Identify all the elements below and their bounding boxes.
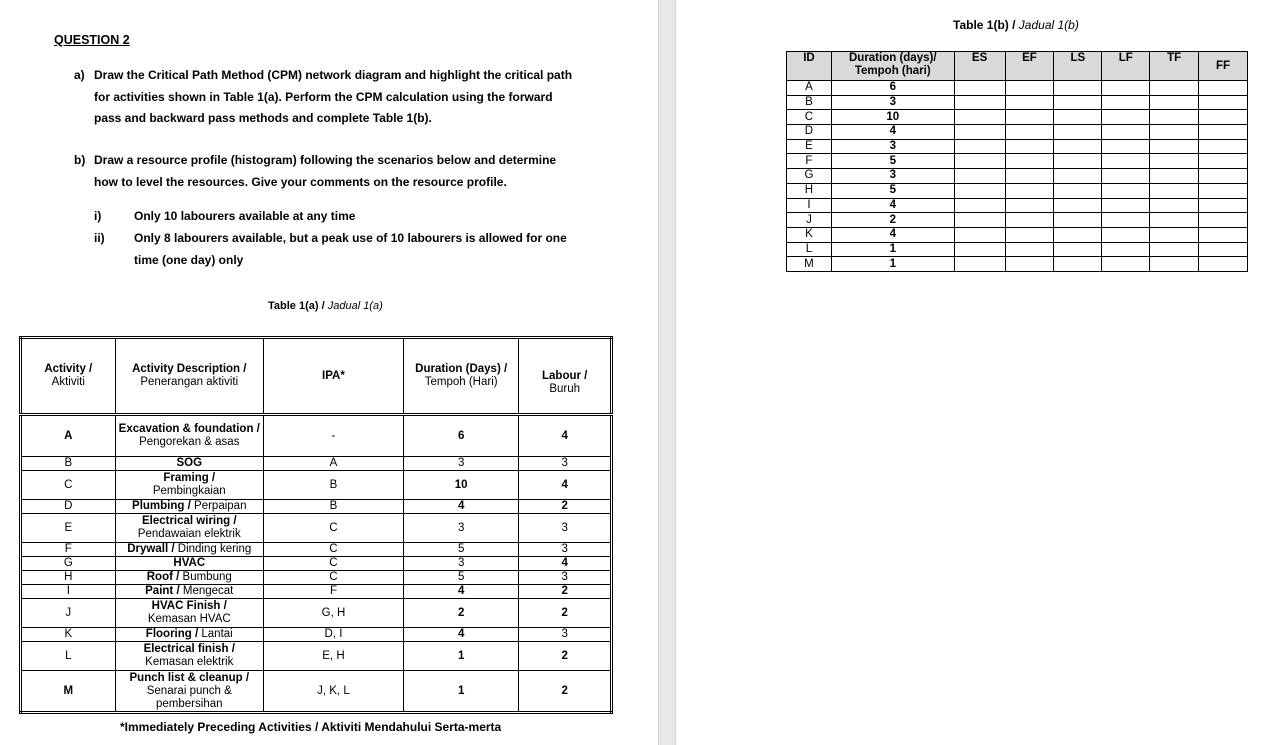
cpm-cell-ff[interactable] [1199, 227, 1248, 242]
cpm-row-duration: 1 [831, 242, 954, 257]
activity-id: B [21, 457, 116, 471]
table-row [21, 599, 612, 628]
cpm-cell-ls[interactable] [1054, 154, 1102, 169]
activity-duration: 4 [403, 628, 518, 642]
activity-labour: 2 [519, 642, 612, 671]
cpm-cell-lf[interactable] [1102, 95, 1150, 110]
cpm-cell-es[interactable] [954, 213, 1005, 228]
table-row [787, 242, 1248, 257]
cpm-cell-ef[interactable] [1005, 95, 1054, 110]
activity-duration: 6 [403, 415, 518, 457]
cpm-row-id: B [787, 95, 832, 110]
cpm-cell-es[interactable] [954, 125, 1005, 140]
header-tf: TF [1150, 52, 1199, 81]
activity-description: SOG [115, 457, 263, 471]
cpm-cell-tf[interactable] [1150, 95, 1199, 110]
activity-id: D [21, 500, 116, 514]
cpm-cell-ff[interactable] [1199, 125, 1248, 140]
header-lf: LF [1102, 52, 1150, 81]
cpm-cell-ls[interactable] [1054, 81, 1102, 96]
table-row [21, 628, 612, 642]
activity-labour: 3 [519, 571, 612, 585]
cpm-cell-ls[interactable] [1054, 183, 1102, 198]
table-row [787, 213, 1248, 228]
activity-id: E [21, 514, 116, 543]
activity-ipa: C [263, 557, 403, 571]
header-ef: EF [1005, 52, 1054, 81]
cpm-cell-es[interactable] [954, 183, 1005, 198]
header-description: Activity Description / Penerangan aktiviti [115, 338, 263, 415]
page-gutter [658, 0, 676, 745]
activity-labour: 3 [519, 514, 612, 543]
cpm-cell-ff[interactable] [1199, 139, 1248, 154]
cpm-cell-tf[interactable] [1150, 110, 1199, 125]
table-row [21, 571, 612, 585]
cpm-cell-ff[interactable] [1199, 95, 1248, 110]
cpm-row-duration: 2 [831, 213, 954, 228]
activity-description: Roof / Bumbung [115, 571, 263, 585]
cpm-row-duration: 5 [831, 183, 954, 198]
activity-duration: 1 [403, 642, 518, 671]
activity-duration: 3 [403, 557, 518, 571]
activity-id: A [21, 415, 116, 457]
cpm-cell-es[interactable] [954, 139, 1005, 154]
cpm-row-duration: 6 [831, 81, 954, 96]
activity-description: HVAC [115, 557, 263, 571]
table-row [21, 671, 612, 713]
table-row [21, 471, 612, 500]
cpm-row-duration: 4 [831, 198, 954, 213]
cpm-cell-ef[interactable] [1005, 183, 1054, 198]
activity-id: H [21, 571, 116, 585]
cpm-cell-es[interactable] [954, 110, 1005, 125]
cpm-cell-tf[interactable] [1150, 257, 1199, 272]
cpm-row-id: J [787, 213, 832, 228]
activity-labour: 2 [519, 671, 612, 713]
cpm-cell-ef[interactable] [1005, 139, 1054, 154]
header-ls: LS [1054, 52, 1102, 81]
activity-id: M [21, 671, 116, 713]
table-row [21, 557, 612, 571]
cpm-cell-lf[interactable] [1102, 227, 1150, 242]
activity-duration: 3 [403, 457, 518, 471]
cpm-cell-es[interactable] [954, 227, 1005, 242]
activity-ipa: C [263, 514, 403, 543]
header-labour: Labour / Buruh [519, 338, 612, 415]
activity-id: G [21, 557, 116, 571]
cpm-cell-ef[interactable] [1005, 81, 1054, 96]
table-row [787, 139, 1248, 154]
cpm-cell-ef[interactable] [1005, 227, 1054, 242]
cpm-cell-es[interactable] [954, 257, 1005, 272]
activity-description: Plumbing / Perpaipan [115, 500, 263, 514]
table-b-caption [953, 18, 1079, 32]
activity-description: Electrical wiring / Pendawaian elektrik [115, 514, 263, 543]
cpm-row-id: M [787, 257, 832, 272]
header-duration: Duration (days)/ Tempoh (hari) [831, 52, 954, 81]
activity-ipa: E, H [263, 642, 403, 671]
cpm-cell-ff[interactable] [1199, 213, 1248, 228]
activity-duration: 10 [403, 471, 518, 500]
table-row [21, 514, 612, 543]
cpm-row-id: D [787, 125, 832, 140]
table-b-caption-bold: Table 1(b) / [953, 18, 1016, 32]
cpm-row-id: K [787, 227, 832, 242]
activity-labour: 3 [519, 628, 612, 642]
cpm-cell-ls[interactable] [1054, 139, 1102, 154]
table-row [787, 227, 1248, 242]
activity-description: Punch list & cleanup / Senarai punch & pembersihan [115, 671, 263, 713]
cpm-cell-ef[interactable] [1005, 257, 1054, 272]
cpm-cell-es[interactable] [954, 198, 1005, 213]
table-row [787, 110, 1248, 125]
activity-ipa: B [263, 500, 403, 514]
table-row [21, 415, 612, 457]
scenario-ii [94, 228, 634, 271]
cpm-cell-ff[interactable] [1199, 154, 1248, 169]
table-a-caption-bold: Table 1(a) / [268, 300, 325, 312]
activity-id: F [21, 543, 116, 557]
cpm-cell-ff[interactable] [1199, 198, 1248, 213]
cpm-cell-tf[interactable] [1150, 169, 1199, 184]
activity-id: I [21, 585, 116, 599]
cpm-cell-tf[interactable] [1150, 139, 1199, 154]
activity-description: Flooring / Lantai [115, 628, 263, 642]
cpm-cell-ff[interactable] [1199, 183, 1248, 198]
part-a-line: for activities shown in Table 1(a). Perform the CPM calculation using the forward [94, 89, 553, 104]
cpm-cell-ef[interactable] [1005, 125, 1054, 140]
cpm-cell-tf[interactable] [1150, 242, 1199, 257]
activity-duration: 3 [403, 514, 518, 543]
header-activity: Activity / Aktiviti [21, 338, 116, 415]
cpm-row-id: A [787, 81, 832, 96]
cpm-cell-ls[interactable] [1054, 198, 1102, 213]
activity-description: Drywall / Dinding kering [115, 543, 263, 557]
cpm-cell-tf[interactable] [1150, 154, 1199, 169]
part-b [74, 150, 634, 193]
cpm-cell-es[interactable] [954, 154, 1005, 169]
cpm-row-duration: 3 [831, 139, 954, 154]
activity-duration: 2 [403, 599, 518, 628]
table-row [787, 95, 1248, 110]
cpm-cell-ef[interactable] [1005, 110, 1054, 125]
cpm-table-body [787, 81, 1248, 272]
cpm-cell-ls[interactable] [1054, 257, 1102, 272]
cpm-row-id: C [787, 110, 832, 125]
activity-labour: 2 [519, 599, 612, 628]
cpm-cell-tf[interactable] [1150, 183, 1199, 198]
activity-labour: 4 [519, 471, 612, 500]
activity-labour: 2 [519, 585, 612, 599]
activity-description: HVAC Finish / Kemasan HVAC [115, 599, 263, 628]
part-b-label: b) [74, 153, 86, 167]
table-row [787, 198, 1248, 213]
activity-duration: 5 [403, 543, 518, 557]
cpm-cell-ls[interactable] [1054, 110, 1102, 125]
header-duration: Duration (Days) / Tempoh (Hari) [403, 338, 518, 415]
activity-ipa: B [263, 471, 403, 500]
activity-ipa: J, K, L [263, 671, 403, 713]
part-b-line: Draw a resource profile (histogram) following the scenarios below and determine [94, 153, 557, 167]
activity-labour: 3 [519, 543, 612, 557]
cpm-row-id: E [787, 139, 832, 154]
cpm-cell-ff[interactable] [1199, 169, 1248, 184]
cpm-cell-ls[interactable] [1054, 125, 1102, 140]
cpm-row-id: L [787, 242, 832, 257]
activity-labour: 3 [519, 457, 612, 471]
activity-description: Framing / Pembingkaian [115, 471, 263, 500]
cpm-cell-ff[interactable] [1199, 242, 1248, 257]
cpm-cell-lf[interactable] [1102, 139, 1150, 154]
cpm-cell-es[interactable] [954, 169, 1005, 184]
activity-duration: 1 [403, 671, 518, 713]
cpm-cell-ef[interactable] [1005, 242, 1054, 257]
cpm-cell-tf[interactable] [1150, 213, 1199, 228]
activity-duration: 5 [403, 571, 518, 585]
scenario-i-num: i) [94, 209, 102, 223]
table-row [21, 585, 612, 599]
cpm-cell-lf[interactable] [1102, 154, 1150, 169]
part-a-line: Draw the Critical Path Method (CPM) network diagram and highlight the critical path [94, 68, 573, 82]
cpm-row-id: I [787, 198, 832, 213]
activity-duration: 4 [403, 585, 518, 599]
activity-description: Excavation & foundation / Pengorekan & asas [115, 415, 263, 457]
scenario-i [94, 206, 634, 228]
cpm-row-duration: 4 [831, 125, 954, 140]
cpm-cell-lf[interactable] [1102, 213, 1150, 228]
cpm-cell-lf[interactable] [1102, 198, 1150, 213]
cpm-cell-ls[interactable] [1054, 227, 1102, 242]
cpm-cell-lf[interactable] [1102, 183, 1150, 198]
cpm-cell-tf[interactable] [1150, 125, 1199, 140]
activity-ipa: C [263, 543, 403, 557]
cpm-cell-es[interactable] [954, 81, 1005, 96]
table-row [787, 81, 1248, 96]
activity-id: L [21, 642, 116, 671]
cpm-cell-tf[interactable] [1150, 227, 1199, 242]
part-a-line: pass and backward pass methods and complete Table 1(b). [94, 111, 432, 125]
table-row [21, 543, 612, 557]
cpm-cell-tf[interactable] [1150, 198, 1199, 213]
cpm-row-duration: 4 [831, 227, 954, 242]
table-row [21, 500, 612, 514]
cpm-cell-ff[interactable] [1199, 81, 1248, 96]
cpm-row-duration: 3 [831, 169, 954, 184]
table-row [787, 183, 1248, 198]
cpm-row-duration: 1 [831, 257, 954, 272]
table-a-caption-italic: Jadual 1(a) [327, 300, 383, 312]
cpm-row-duration: 10 [831, 110, 954, 125]
cpm-cell-ff[interactable] [1199, 257, 1248, 272]
cpm-row-duration: 5 [831, 154, 954, 169]
header-ff: FF [1199, 52, 1248, 81]
part-a-label: a) [74, 68, 85, 82]
cpm-row-id: H [787, 183, 832, 198]
cpm-cell-ef[interactable] [1005, 154, 1054, 169]
cpm-cell-ef[interactable] [1005, 169, 1054, 184]
cpm-cell-lf[interactable] [1102, 110, 1150, 125]
activity-labour: 4 [519, 415, 612, 457]
cpm-results-table [786, 51, 1248, 272]
table-row [21, 457, 612, 471]
cpm-row-duration: 3 [831, 95, 954, 110]
scenario-line: Only 8 labourers available, but a peak use of 10 labourers is allowed for one [134, 231, 567, 245]
cpm-row-id: F [787, 154, 832, 169]
table-row [21, 642, 612, 671]
activity-description: Paint / Mengecat [115, 585, 263, 599]
header-id: ID [787, 52, 832, 81]
scenario-line: Only 10 labourers available at any time [134, 209, 356, 223]
activity-description: Electrical finish / Kemasan elektrik [115, 642, 263, 671]
cpm-cell-lf[interactable] [1102, 81, 1150, 96]
activity-duration: 4 [403, 500, 518, 514]
activity-labour: 2 [519, 500, 612, 514]
cpm-cell-lf[interactable] [1102, 242, 1150, 257]
cpm-cell-ls[interactable] [1054, 213, 1102, 228]
activity-ipa: C [263, 571, 403, 585]
table-a-footnote: *Immediately Preceding Activities / Aktiviti Mendahului Serta-merta [120, 720, 502, 734]
cpm-cell-ef[interactable] [1005, 213, 1054, 228]
activity-table [19, 336, 613, 714]
activity-ipa: G, H [263, 599, 403, 628]
activity-labour: 4 [519, 557, 612, 571]
question-title: QUESTION 2 [54, 33, 130, 47]
activity-ipa: D, I [263, 628, 403, 642]
activity-ipa: A [263, 457, 403, 471]
cpm-table-header [787, 52, 1248, 81]
cpm-cell-ls[interactable] [1054, 169, 1102, 184]
cpm-row-id: G [787, 169, 832, 184]
cpm-cell-ff[interactable] [1199, 110, 1248, 125]
cpm-cell-ls[interactable] [1054, 95, 1102, 110]
header-ipa: IPA* [263, 338, 403, 415]
cpm-cell-ls[interactable] [1054, 242, 1102, 257]
table-row [787, 125, 1248, 140]
table-row [787, 154, 1248, 169]
activity-id: K [21, 628, 116, 642]
activity-id: J [21, 599, 116, 628]
activity-id: C [21, 471, 116, 500]
cpm-cell-es[interactable] [954, 242, 1005, 257]
table-row [787, 169, 1248, 184]
table-row [787, 257, 1248, 272]
header-es: ES [954, 52, 1005, 81]
cpm-cell-es[interactable] [954, 95, 1005, 110]
cpm-cell-lf[interactable] [1102, 125, 1150, 140]
part-a [74, 65, 634, 130]
document-page-right [676, 0, 1280, 745]
scenario-line: time (one day) only [134, 252, 244, 267]
part-b-line: how to level the resources. Give your comments on the resource profile. [94, 174, 507, 189]
cpm-cell-tf[interactable] [1150, 81, 1199, 96]
activity-ipa: - [263, 415, 403, 457]
table-a-caption [268, 300, 383, 312]
cpm-cell-lf[interactable] [1102, 169, 1150, 184]
scenario-ii-num: ii) [94, 231, 105, 245]
table-b-caption-italic: Jadual 1(b) [1018, 18, 1079, 32]
activity-ipa: F [263, 585, 403, 599]
cpm-cell-ef[interactable] [1005, 198, 1054, 213]
cpm-cell-lf[interactable] [1102, 257, 1150, 272]
activity-table-header [21, 338, 612, 415]
